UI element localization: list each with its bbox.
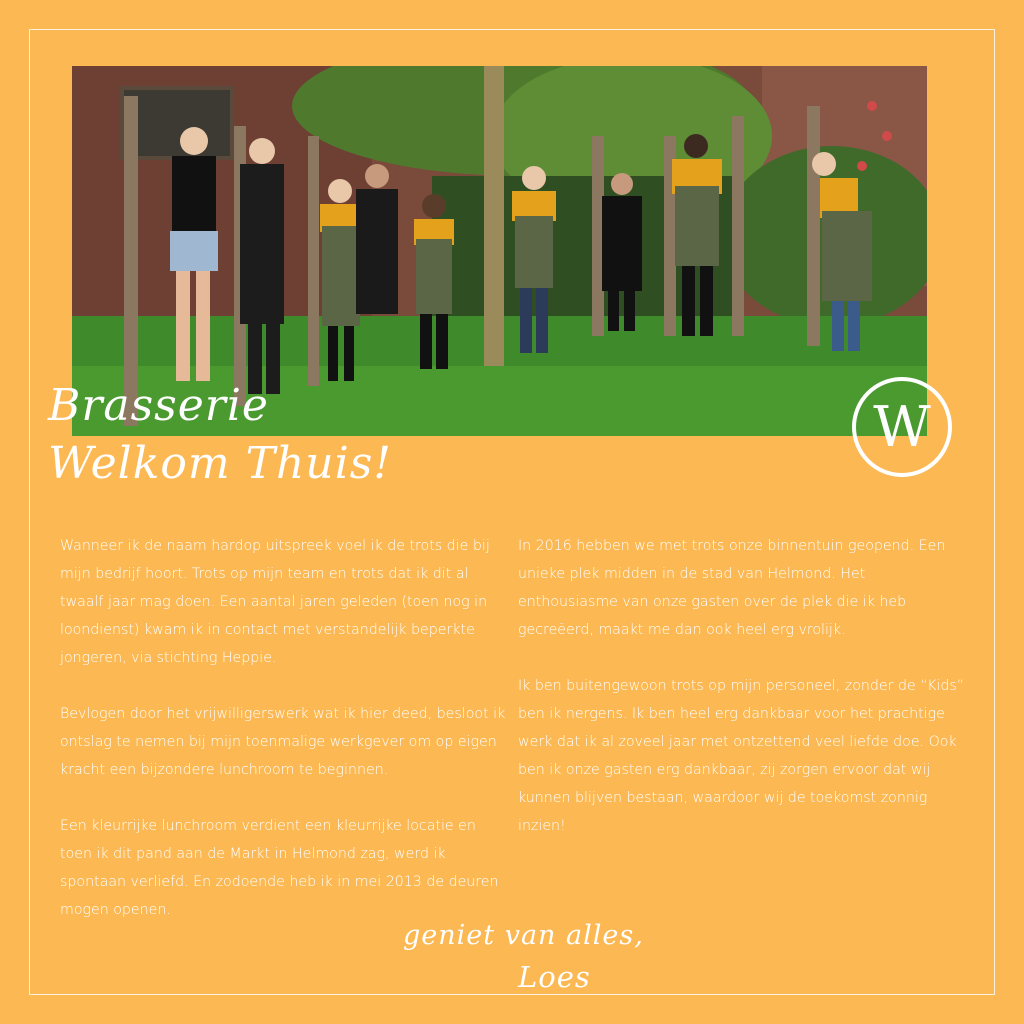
left-paragraph-3: Een kleurrijke lunchroom verdient een kleurrijke locatie en toen ik dit pand aan de Markt in Helmond zag, werd ik spontaan verliefd. En zodoende heb ik in mei 2013 de deuren mogen openen.	[60, 818, 499, 918]
right-paragraph-1: In 2016 hebben we met trots onze binnentuin geopend. Een unieke plek midden in de stad van Helmond. Het enthousiasme van onze gasten over de plek die ik heb gecreëerd, maakt me dan ook heel erg vrolijk.	[518, 538, 946, 638]
signature-name: Loes	[518, 960, 591, 994]
left-column	[60, 532, 510, 952]
right-column	[518, 532, 968, 868]
left-paragraph-2: Bevlogen door het vrijwilligerswerk wat ik hier deed, besloot ik ontslag te nemen bij mijn toenmalige werkgever om op eigen kracht een bijzondere lunchroom te beginnen.	[60, 706, 506, 778]
right-paragraph-2: Ik ben buitengewoon trots op mijn personeel, zonder de “Kids” ben ik nergens. Ik ben heel erg dankbaar voor het prachtige werk dat ik al zoveel jaar met ontzettend veel liefde doe. Ook ben ik onze gasten erg dankbaar, zij zorgen ervoor dat wij kunnen blijven bestaan, waardoor wij de toekomst zonnig inzien!	[518, 678, 965, 834]
logo-letter: W	[873, 395, 931, 460]
w-logo	[851, 376, 953, 478]
title-line-1: Brasserie	[48, 380, 269, 431]
signature-greeting: geniet van alles,	[403, 920, 644, 951]
title-line-2: Welkom Thuis!	[48, 438, 392, 489]
left-paragraph-1: Wanneer ik de naam hardop uitspreek voel ik de trots die bij mijn bedrijf hoort. Trots op mijn team en trots dat ik dit al twaalf jaar mag doen. Een aantal jaren geleden (toen nog in loondienst) kwam ik in contact met verstandelijk beperkte jongeren, via stichting Heppie.	[60, 538, 490, 666]
